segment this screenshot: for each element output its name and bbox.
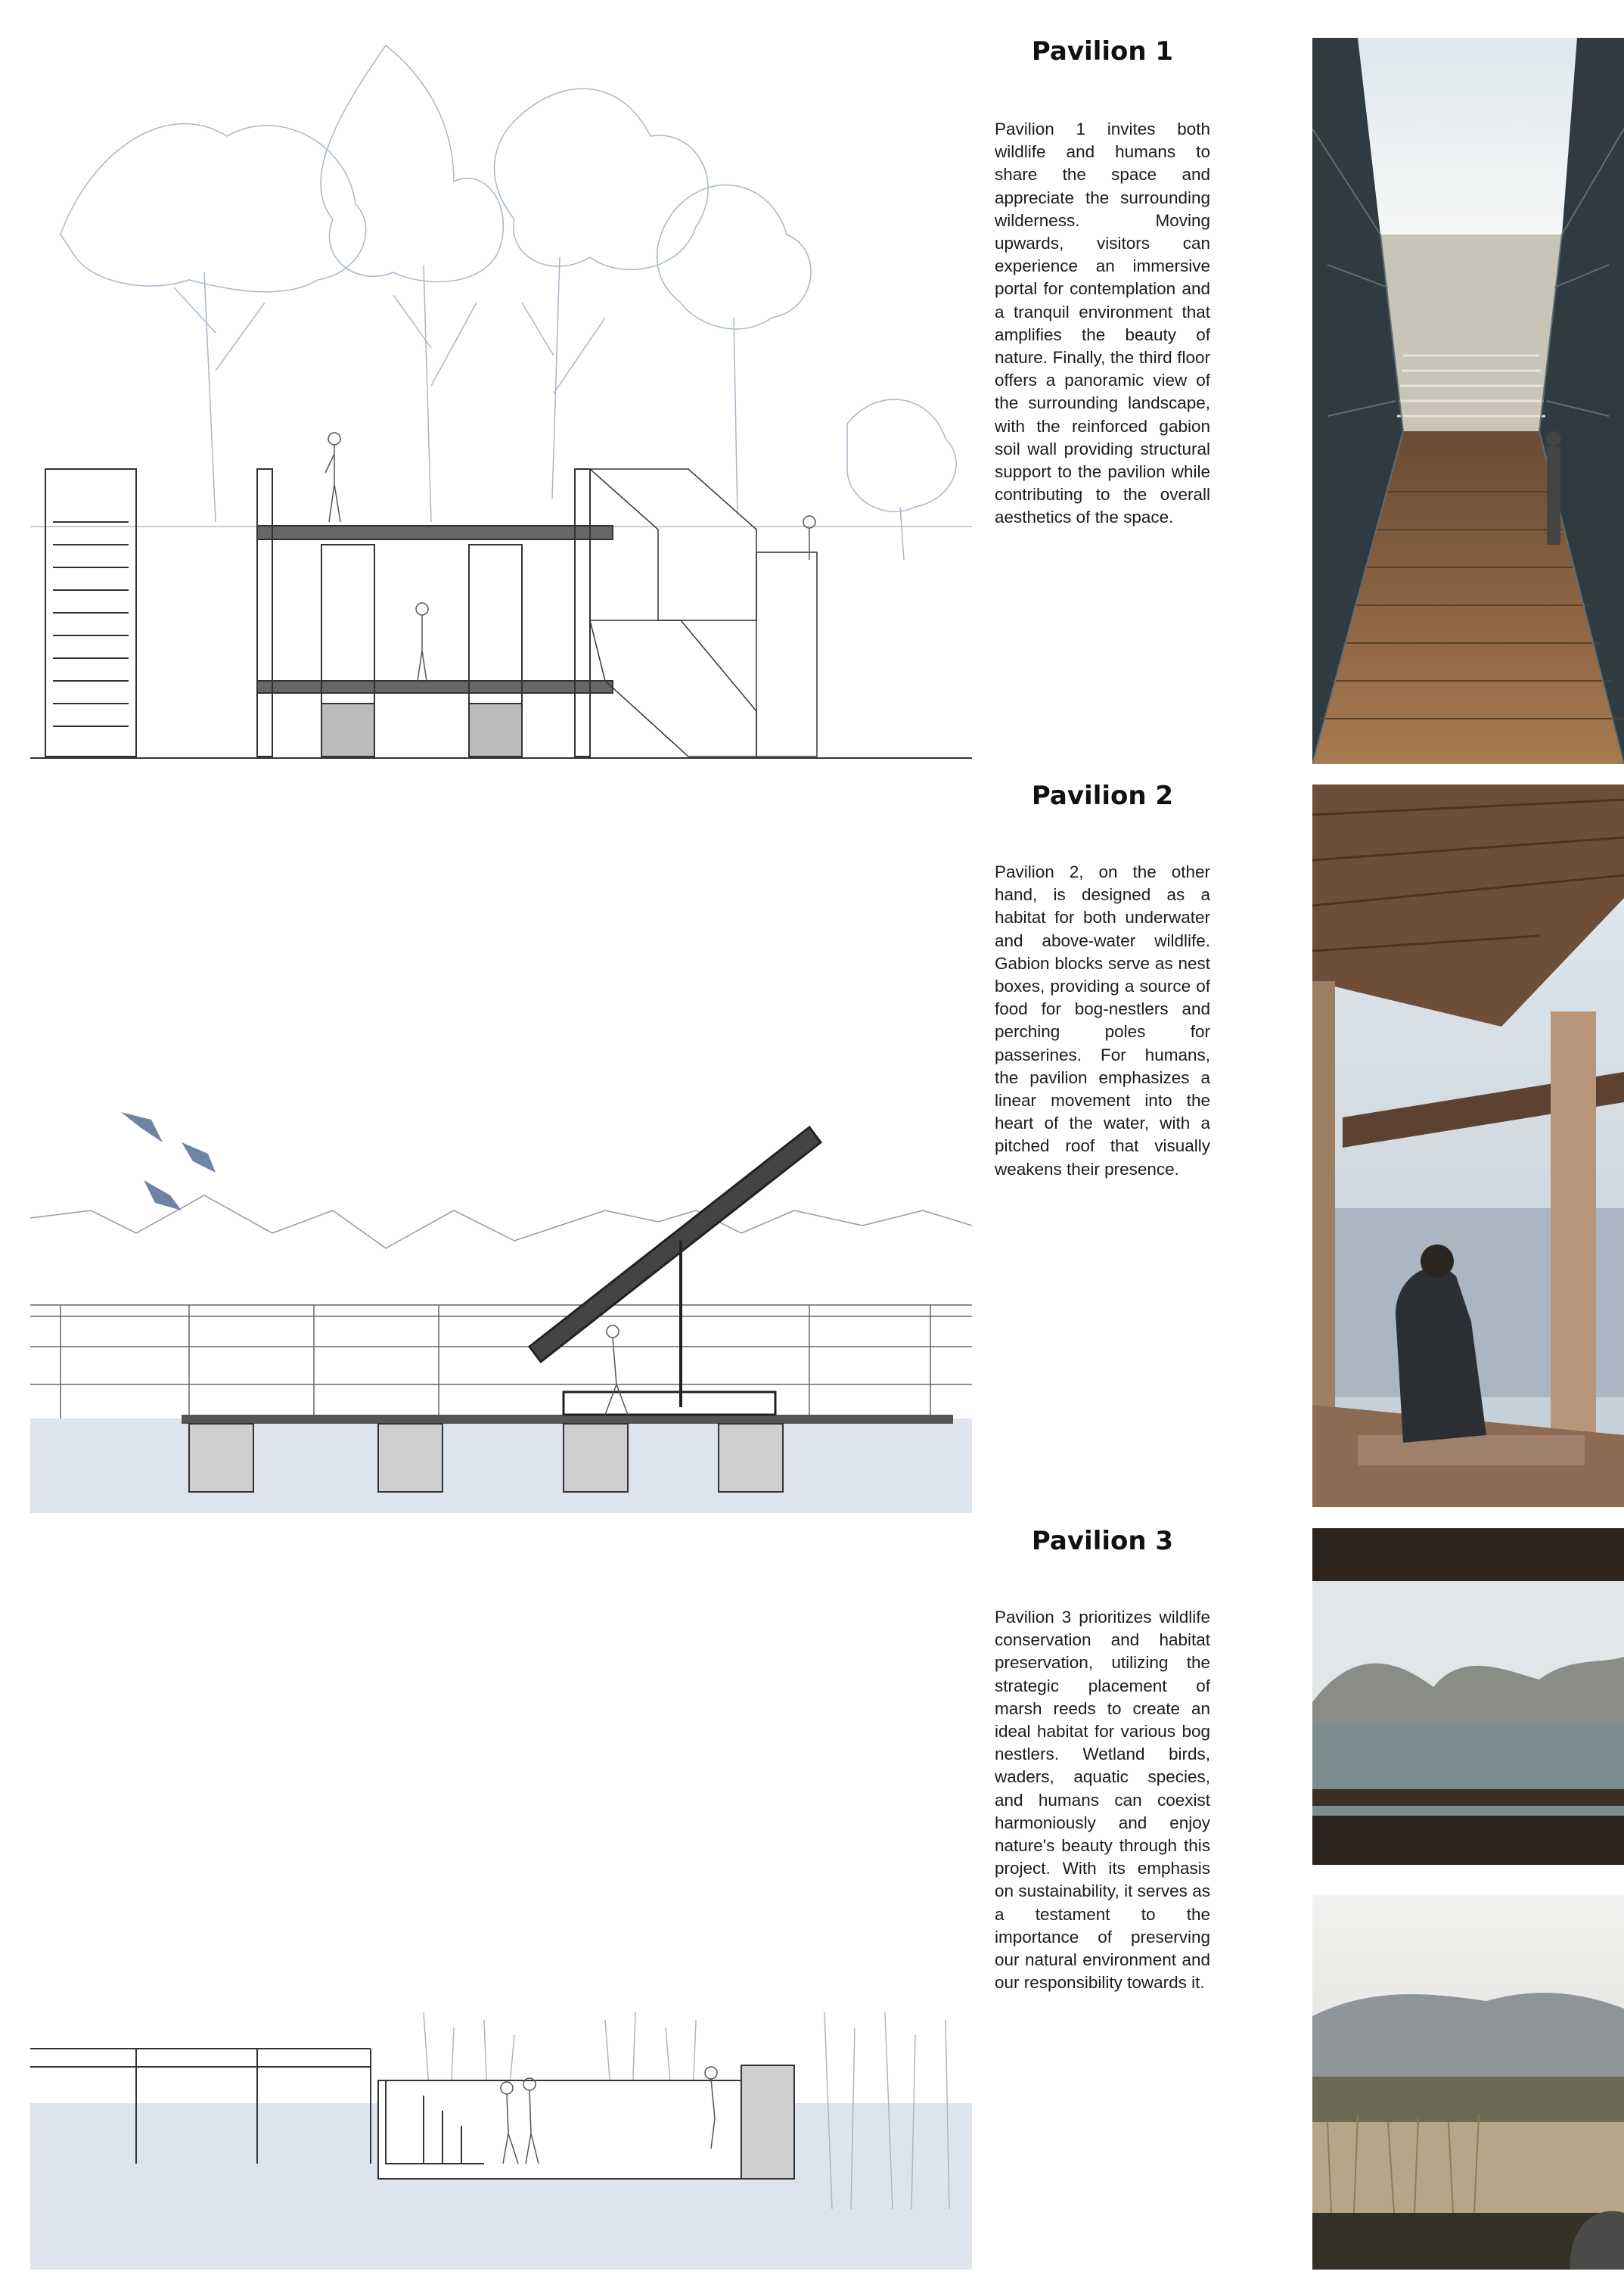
tree-sketches <box>61 45 956 560</box>
stair <box>590 469 817 757</box>
pavilion-2-description: Pavilion 2, on the other hand, is designed as a habitat for both underwater and above-water wildlife. Gabion blocks serve as nest boxes, providing a source of food for bog-nestlers and perching poles for passerines. For humans, the pavilion emphasizes a linear movement into the heart of the water, with a pitched roof that visually weakens their presence. <box>995 862 1210 1179</box>
pavilion-3-photo-bottom <box>1312 1895 1624 2270</box>
human-figures <box>325 433 815 681</box>
ladder-tower <box>45 469 136 757</box>
pavilion-3-section-drawing <box>30 2012 972 2270</box>
pavilion-1-title: Pavilion 1 <box>1031 36 1174 67</box>
pavilion-2-title: Pavilion 2 <box>1031 781 1174 811</box>
pavilion-3-text <box>995 1526 1210 1994</box>
human-figures <box>605 1325 628 1415</box>
pitched-roof <box>529 1127 821 1415</box>
pavilion-2-photo <box>1312 785 1624 1507</box>
pavilion-1-photo <box>1312 38 1624 764</box>
pavilion-3-title: Pavilion 3 <box>1031 1526 1174 1556</box>
water-area <box>30 1418 972 1513</box>
pavilion-structure <box>257 469 613 757</box>
pavilion-1-text <box>995 36 1210 530</box>
bird-sketches <box>121 1112 216 1210</box>
pavilion-1-description: Pavilion 1 invites both wildlife and humans to share the space and appreciate the surrounding wilderness. Moving upwards, visitors can experience an immersive portal for contemplation and a tranquil environment that amplifies the beauty of nature. Finally, the third floor offers a panoramic view of the surrounding landscape, with the reinforced gabion soil wall providing structural support to the pavilion while contributing to the overall aesthetics of the space. <box>995 120 1210 527</box>
pavilion-2-text <box>995 781 1210 1181</box>
pavilion-1-section-drawing <box>30 30 972 768</box>
pavilion-3-description: Pavilion 3 prioritizes wildlife conservation and habitat preservation, utilizing the strategic placement of marsh reeds to create an ideal habitat for various bog nestlers. Wetland birds, waders, aquatic species, and humans can coexist harmoniously and enjoy nature's beauty through this project. With its emphasis on sustainability, it serves as a testament to the importance of preserving our natural environment and our responsibility towards it. <box>995 1608 1210 1993</box>
railing <box>30 1305 972 1418</box>
deck <box>182 1415 953 1424</box>
sunken-deck <box>378 2065 794 2179</box>
pavilion-3-photo-top <box>1312 1528 1624 1865</box>
pavilion-2-section-drawing <box>30 787 972 1513</box>
